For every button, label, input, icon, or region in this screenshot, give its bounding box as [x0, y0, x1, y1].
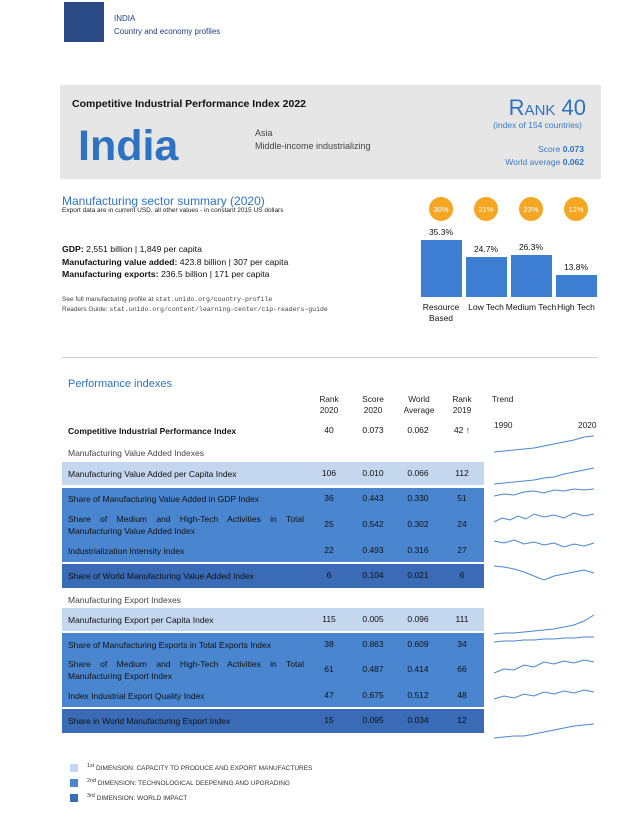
header-rank-2019	[442, 394, 482, 416]
index-row-avg: 0.512	[407, 690, 429, 700]
bar-category-label: Medium Tech	[505, 302, 557, 312]
score-label: Score	[538, 144, 561, 154]
index-row-name: Industrialization Intensity Index	[68, 546, 185, 556]
index-row-rank: 47	[324, 690, 334, 700]
legend-swatch	[70, 779, 78, 787]
index-row-name: Index Industrial Export Quality Index	[68, 691, 205, 701]
index-row-rank2019: 24	[457, 519, 467, 529]
index-row-score: 0.005	[362, 614, 384, 624]
index-row-score: 0.104	[362, 570, 384, 580]
dimension2-export-block	[62, 633, 484, 707]
index-row-rank2019: 48	[457, 690, 467, 700]
index-row-world-mva	[62, 564, 484, 588]
share-circle: 30%	[429, 197, 453, 221]
share-circle: 23%	[519, 197, 543, 221]
index-row-score: 0.542	[362, 519, 384, 529]
bar-value-label: 35.3%	[428, 227, 454, 237]
bar-category-label: Low Tech	[468, 302, 504, 312]
legend-swatch	[70, 794, 78, 802]
cip-row-name: Competitive Industrial Performance Index	[68, 426, 237, 436]
header-world-average	[398, 394, 440, 416]
index-row-name: Share of Manufacturing Exports in Total Exports Index	[68, 640, 272, 650]
link1-text: See full manufacturing profile at	[62, 296, 154, 303]
trend-sparkline	[494, 655, 598, 681]
header-rank-2020-l1: Rank	[319, 394, 339, 404]
header-rank-2020-l2: 2020	[319, 405, 339, 415]
bar-value-label: 24.7%	[473, 244, 499, 254]
index-row-rank2019: 51	[457, 493, 467, 503]
index-row-score: 0.010	[362, 468, 384, 478]
trend-sparkline	[494, 714, 598, 744]
mva-value: 423.8 billion | 307 per capita	[179, 256, 289, 267]
header-rank-2019-l2: 2019	[452, 405, 472, 415]
bar-value-label: 13.8%	[563, 262, 589, 272]
summary-title: Manufacturing sector summary (2020)	[62, 194, 265, 208]
group-exports: Manufacturing Export Indexes	[68, 595, 181, 605]
country-name: India	[78, 122, 179, 170]
index-row-rank2019: 111	[455, 614, 469, 624]
index-row-name: Share of World Manufacturing Value Added Index	[68, 571, 254, 581]
summary-links	[62, 295, 328, 315]
legend-swatch	[70, 764, 78, 772]
score-value: 0.073	[562, 144, 584, 154]
section-divider	[62, 357, 598, 358]
avg-label: World average	[505, 157, 561, 167]
legend-sup: 2nd	[87, 778, 97, 784]
index-row-rank: 25	[324, 519, 334, 529]
index-row-name: Share of Manufacturing Value Added in GDP Index	[68, 494, 260, 504]
cip-row-avg: 0.062	[407, 425, 429, 435]
legend-text	[87, 793, 187, 802]
index-row-avg: 0.609	[407, 639, 429, 649]
trend-year-end: 2020	[578, 420, 597, 430]
mva-label: Manufacturing value added:	[62, 256, 178, 267]
index-row-score: 0.863	[362, 639, 384, 649]
index-row-score: 0.675	[362, 690, 384, 700]
index-row-name: Manufacturing Export per Capita Index	[68, 615, 214, 625]
gdp-label: GDP:	[62, 244, 84, 254]
legend-sup: 3rd	[87, 793, 95, 799]
summary-note: Export data are in current USD, all other values - in constant 2015 US dollars	[62, 207, 284, 214]
trend-sparkline	[494, 508, 598, 532]
chart-bar	[421, 240, 462, 297]
index-row-score: 0.095	[362, 715, 384, 725]
index-row-name: Share of Medium and High-Tech Activities in Total Manufacturing Export Index	[68, 659, 304, 681]
cip-row-score: 0.073	[362, 425, 384, 435]
index-row-avg: 0.066	[407, 468, 429, 478]
header-world-average-l1: World	[408, 394, 430, 404]
index-row-rank2019: 6	[459, 570, 465, 580]
header-world-average-l2: Average	[403, 405, 435, 415]
legend-item-dim2	[70, 778, 290, 787]
avg-value: 0.062	[562, 157, 584, 167]
header-text	[114, 12, 220, 38]
index-row-rank: 38	[324, 639, 334, 649]
cip-row	[62, 421, 484, 441]
index-row-avg: 0.302	[407, 519, 429, 529]
trend-sparkline-cip	[494, 430, 598, 460]
index-row-avg: 0.316	[407, 545, 429, 555]
index-row-rank: 15	[324, 715, 334, 725]
index-row-rank: 6	[326, 570, 332, 580]
header-rank-2019-l1: Rank	[452, 394, 472, 404]
summary-stats	[62, 243, 288, 281]
legend-label: DIMENSION: CAPACITY TO PRODUCE AND EXPORT MANUFACTURES	[96, 765, 313, 773]
chart-bar	[556, 275, 597, 297]
exports-value: 236.5 billion | 171 per capita	[160, 269, 270, 280]
header-trend: Trend	[492, 394, 514, 404]
header-rank-2020	[309, 394, 349, 416]
region: Asia	[255, 128, 273, 138]
index-row-rank: 115	[322, 614, 336, 624]
perf-title: Performance indexes	[68, 378, 172, 390]
index-row-mva-per-capita	[62, 462, 484, 485]
cip-row-rank: 40	[324, 425, 334, 435]
index-row-rank: 61	[324, 664, 334, 674]
cip-row-rank2019: 42 ↑	[453, 425, 471, 435]
trend-sparkline	[494, 562, 598, 588]
index-row-rank2019: 12	[457, 715, 467, 725]
index-row-rank2019: 66	[457, 664, 467, 674]
legend-sup: 1st	[87, 763, 95, 769]
index-row-score: 0.493	[362, 545, 384, 555]
gdp-value: 2,551 billion | 1,849 per capita	[86, 244, 202, 254]
header-score-2020-l2: 2020	[363, 405, 383, 415]
index-row-export-per-capita	[62, 608, 484, 631]
header-country: INDIA	[114, 14, 136, 23]
trend-year-start: 1990	[494, 420, 513, 430]
trend-sparkline	[494, 633, 598, 655]
bar-category-label: Resource Based	[422, 302, 460, 323]
link2-text: Readers Guide:	[62, 306, 108, 313]
header-logo-block	[64, 2, 104, 42]
header-score-2020	[353, 394, 393, 416]
header-score-2020-l1: Score	[362, 394, 384, 404]
score-box	[505, 143, 584, 169]
index-row-rank2019: 34	[457, 639, 467, 649]
rank-sub: (index of 154 countries)	[493, 120, 582, 130]
trend-sparkline	[494, 535, 598, 559]
index-row-score: 0.443	[362, 493, 384, 503]
legend-item-dim3	[70, 793, 187, 802]
readers-guide-link[interactable]: stat.unido.org/content/learning-center/cip-readers-guide	[109, 306, 328, 313]
index-row-rank: 36	[324, 493, 334, 503]
group-mva: Manufacturing Value Added Indexes	[68, 448, 204, 458]
profile-link[interactable]: stat.unido.org/country-profile	[155, 296, 273, 303]
legend-text	[87, 763, 312, 772]
index-row-rank: 106	[321, 468, 337, 478]
region-info	[255, 127, 371, 153]
index-row-avg: 0.034	[407, 715, 429, 725]
dimension2-mva-block	[62, 488, 484, 562]
legend-label: DIMENSION: TECHNOLOGICAL DEEPENING AND UPGRADING	[97, 780, 290, 788]
rank-label: Rank 40	[508, 95, 586, 120]
bar-value-label: 26.3%	[518, 242, 544, 252]
exports-label: Manufacturing exports:	[62, 269, 159, 280]
cip-title: Competitive Industrial Performance Index 2022	[72, 98, 306, 110]
index-row-score: 0.487	[362, 664, 384, 674]
income-group: Middle-income industrializing	[255, 141, 371, 151]
chart-bar	[511, 255, 552, 297]
legend-label: DIMENSION: WORLD IMPACT	[96, 795, 188, 803]
share-circle: 12%	[564, 197, 588, 221]
index-row-world-export	[62, 709, 484, 733]
index-row-rank: 22	[324, 545, 334, 555]
index-row-name: Share of Medium and High-Tech Activities in Total Manufacturing Value Added Index	[68, 514, 304, 536]
bar-category-label: High Tech	[557, 302, 595, 312]
trend-sparkline	[494, 683, 598, 707]
legend-item-dim1	[70, 763, 312, 772]
index-row-name: Manufacturing Value Added per Capita Index	[68, 469, 237, 479]
index-row-avg: 0.414	[407, 664, 429, 674]
index-row-avg: 0.330	[407, 493, 429, 503]
chart-bar	[466, 257, 507, 297]
trend-sparkline	[494, 484, 598, 506]
header-subtitle: Country and economy profiles	[114, 27, 221, 36]
index-row-avg: 0.021	[407, 570, 429, 580]
index-row-name: Share in World Manufacturing Export Index	[68, 716, 231, 726]
legend-text	[87, 778, 290, 787]
index-row-rank2019: 112	[455, 468, 469, 478]
index-row-avg: 0.096	[407, 614, 429, 624]
share-circle: 21%	[474, 197, 498, 221]
index-row-rank2019: 27	[457, 545, 467, 555]
